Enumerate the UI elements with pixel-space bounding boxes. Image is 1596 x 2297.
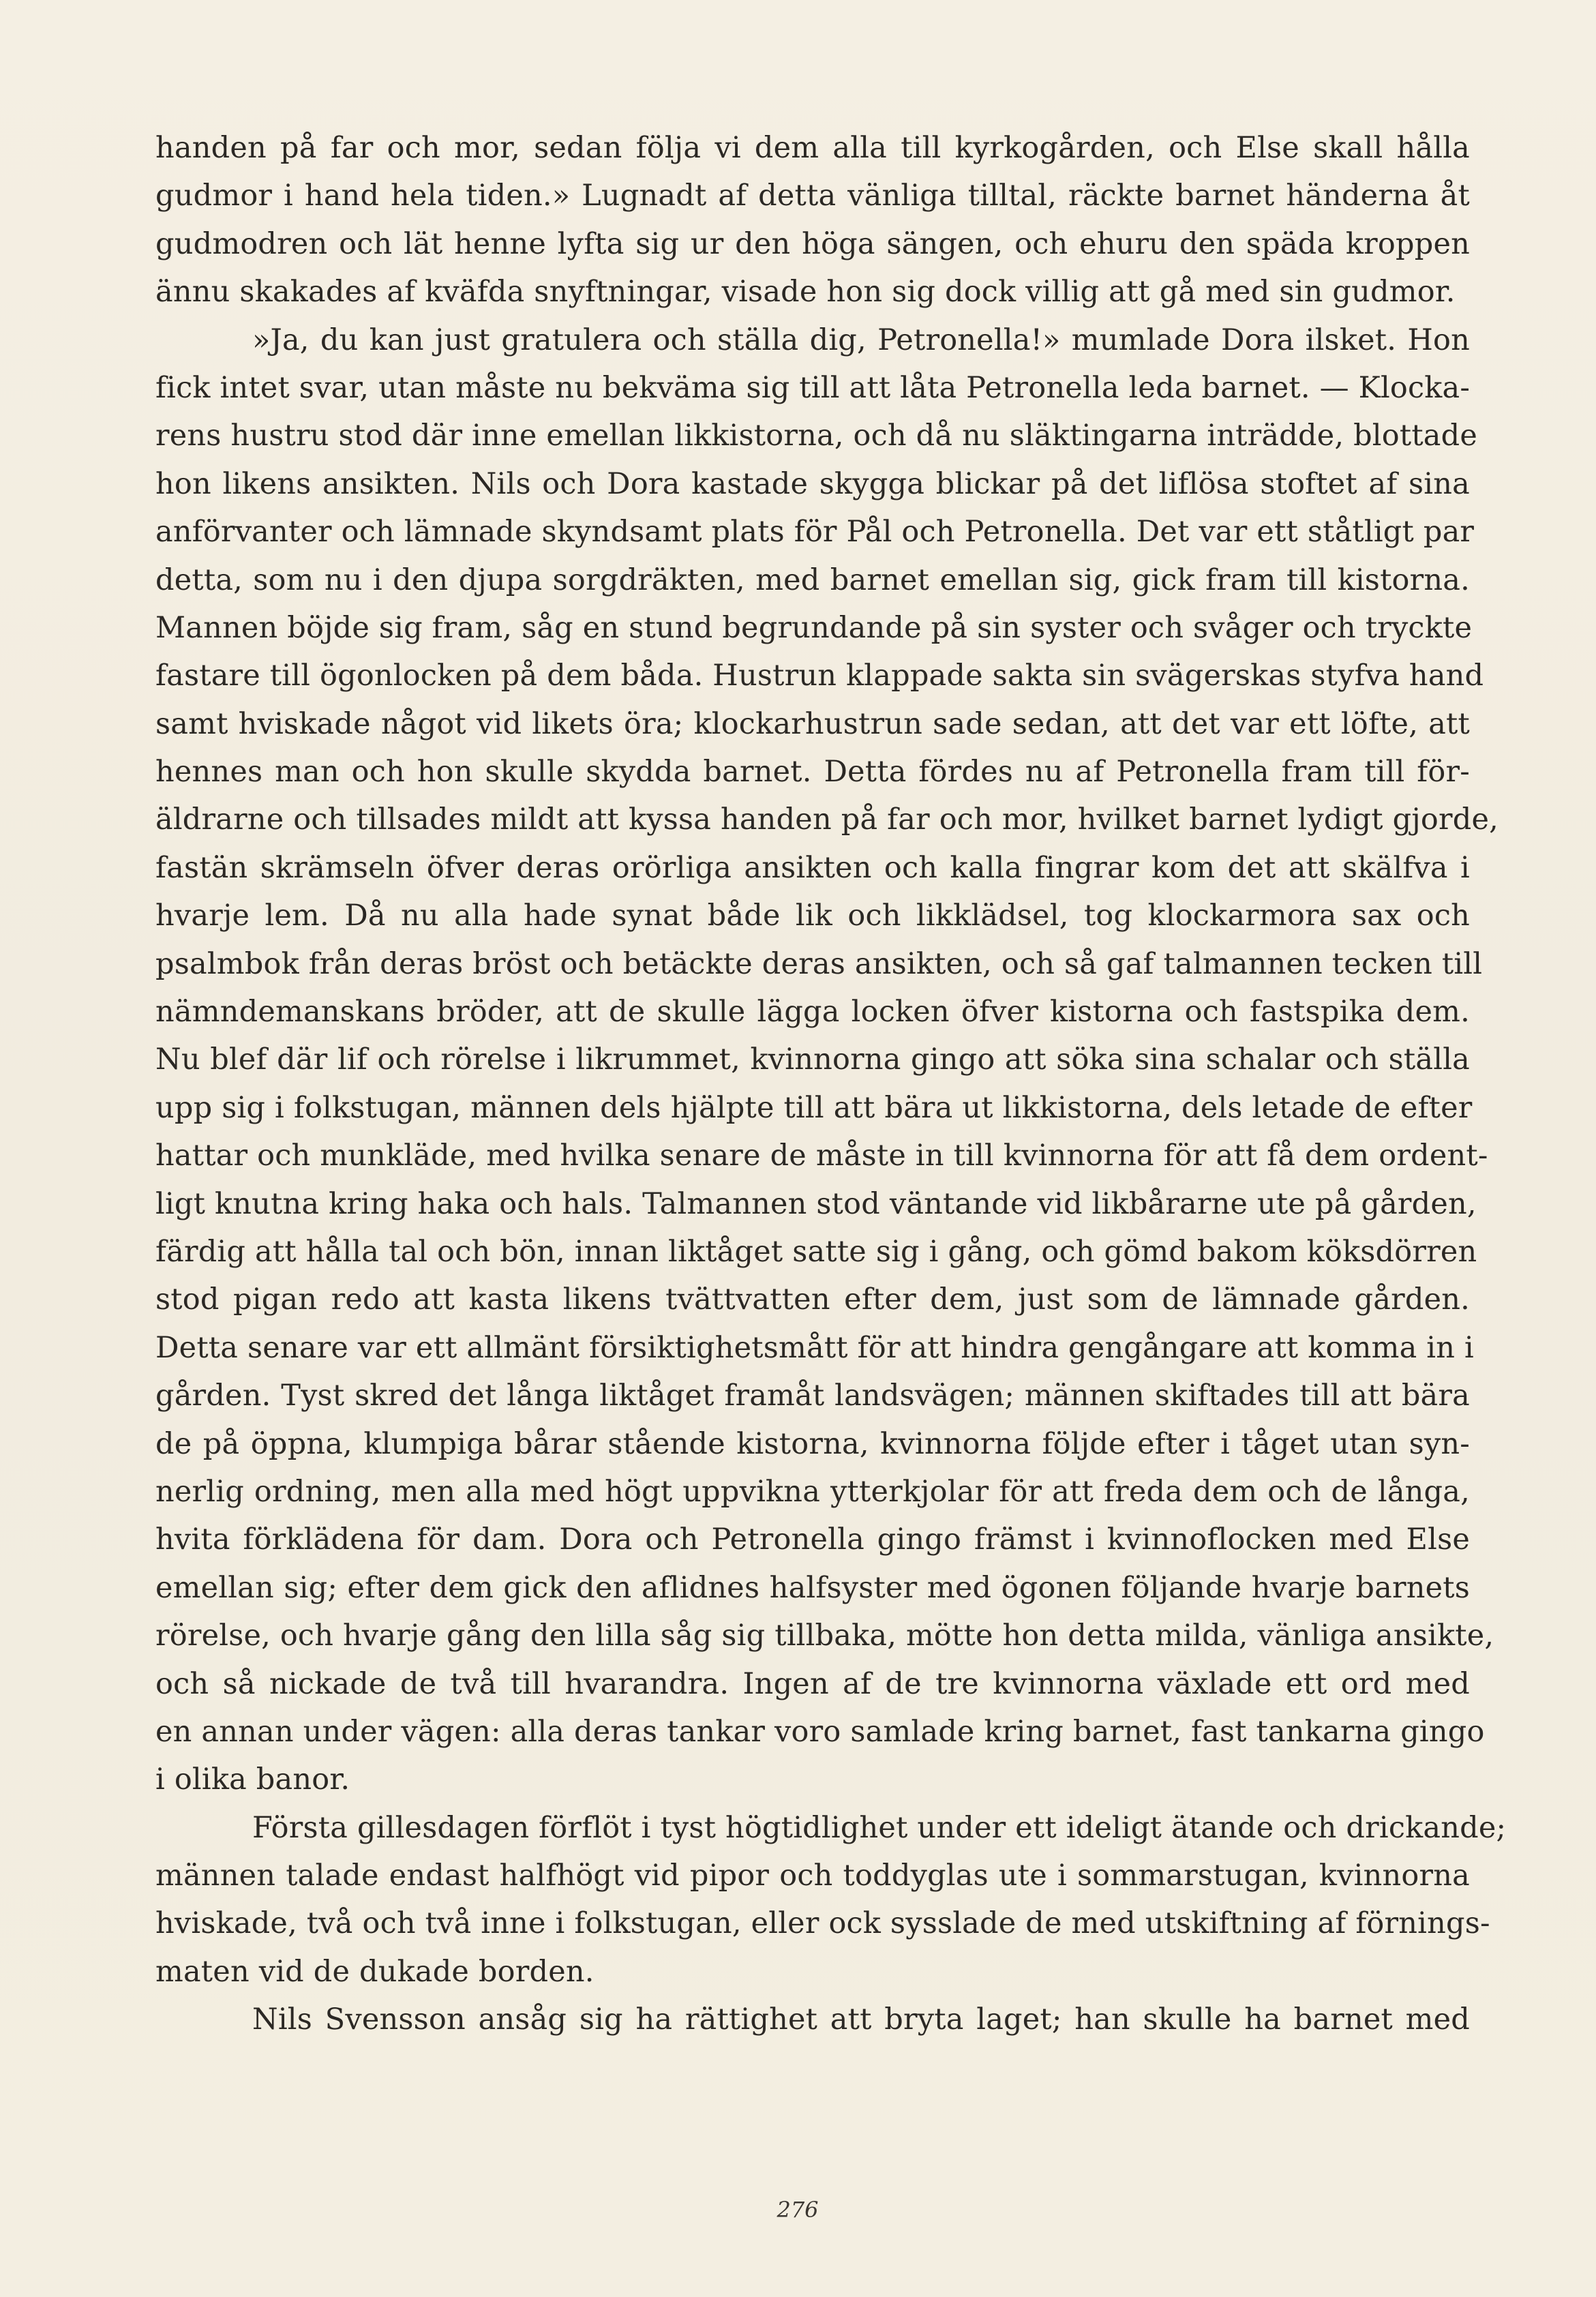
text-line: hvita förklädena för dam. Dora och Petronella gingo främst i kvinnoflocken med Else xyxy=(155,1522,1470,1557)
text-line: fastän skrämseln öfver deras orörliga ansikten och kalla fingrar kom det att skälfva i xyxy=(155,850,1470,885)
text-line: upp sig i folkstugan, männen dels hjälpte till att bära ut likkistorna, dels letade de efter xyxy=(155,1090,1473,1125)
text-line: färdig att hålla tal och bön, innan liktåget satte sig i gång, och gömd bakom köksdörren xyxy=(155,1234,1477,1269)
text-line: männen talade endast halfhögt vid pipor och toddyglas ute i sommarstugan, kvinnorna xyxy=(155,1859,1470,1893)
text-line: gården. Tyst skred det långa liktåget framåt landsvägen; männen skiftades till att bära xyxy=(155,1379,1470,1413)
text-line: handen på far och mor, sedan följa vi dem alla till kyrkogården, och Else skall hålla xyxy=(155,131,1470,165)
text-line: hon likens ansikten. Nils och Dora kastade skygga blickar på det liflösa stoftet af sina xyxy=(155,466,1470,501)
text-line: fastare till ögonlocken på dem båda. Hustrun klappade sakta sin svägerskas styfva hand xyxy=(155,659,1484,693)
text-line: de på öppna, klumpiga bårar stående kistorna, kvinnorna följde efter i tåget utan syn- xyxy=(155,1426,1470,1461)
text-line: Detta senare var ett allmänt försiktighetsmått för att hindra gengångare att komma in i xyxy=(155,1330,1474,1365)
text-line: samt hviskade något vid likets öra; klockarhustrun sade sedan, att det var ett löfte, att xyxy=(155,706,1470,741)
text-line: och så nickade de två till hvarandra. Ingen af de tre kvinnorna växlade ett ord med xyxy=(155,1666,1470,1701)
text-line: anförvanter och lämnade skyndsamt plats för Pål och Petronella. Det var ett ståtligt par xyxy=(155,515,1475,550)
text-line: nerlig ordning, men alla med högt uppvikna ytterkjolar för att freda dem och de långa, xyxy=(155,1474,1470,1509)
text-line: ännu skakades af kväfda snyftningar, visade hon sig dock villig att gå med sin gudmor. xyxy=(155,275,1456,310)
text-line: en annan under vägen: alla deras tankar voro samlade kring barnet, fast tankarna gingo xyxy=(155,1714,1485,1749)
text-line: gudmodren och lät henne lyfta sig ur den höga sängen, och ehuru den späda kroppen xyxy=(155,226,1470,261)
text-line: »Ja, du kan just gratulera och ställa dig, Petronella!» mumlade Dora ilsket. Hon xyxy=(252,322,1470,357)
text-line: maten vid de dukade borden. xyxy=(155,1954,594,1989)
text-line: rörelse, och hvarje gång den lilla såg sig tillbaka, mötte hon detta milda, vänliga ansikte, xyxy=(155,1619,1494,1653)
text-line: rens hustru stod där inne emellan likkistorna, och då nu släktingarna inträdde, blottade xyxy=(155,419,1478,453)
page-number: 276 xyxy=(777,2197,819,2223)
text-line: gudmor i hand hela tiden.» Lugnadt af detta vänliga tilltal, räckte barnet händerna åt xyxy=(155,179,1470,213)
text-line: i olika banor. xyxy=(155,1762,350,1797)
text-line: emellan sig; efter dem gick den aflidnes halfsyster med ögonen följande hvarje barnets xyxy=(155,1570,1470,1605)
text-line: hvarje lem. Då nu alla hade synat både lik och likklädsel, tog klockarmora sax och xyxy=(155,899,1470,933)
text-line: Nu blef där lif och rörelse i likrummet, kvinnorna gingo att söka sina schalar och ställa xyxy=(155,1042,1470,1077)
text-line: detta, som nu i den djupa sorgdräkten, med barnet emellan sig, gick fram till kistorna. xyxy=(155,562,1470,597)
body-text xyxy=(155,124,1507,2044)
text-line: hviskade, två och två inne i folkstugan, eller ock sysslade de med utskiftning af förnings- xyxy=(155,1906,1490,1941)
text-line: nämndemanskans bröder, att de skulle lägga locken öfver kistorna och fastspika dem. xyxy=(155,995,1470,1030)
text-line: Första gillesdagen förflöt i tyst högtidlighet under ett ideligt ätande och drickande; xyxy=(252,1810,1507,1845)
text-line: äldrarne och tillsades mildt att kyssa handen på far och mor, hvilket barnet lydigt gjorde, xyxy=(155,802,1499,837)
text-line: hattar och munkläde, med hvilka senare de måste in till kvinnorna för att få dem ordent- xyxy=(155,1139,1488,1173)
text-line: psalmbok från deras bröst och betäckte deras ansikten, och så gaf talmannen tecken till xyxy=(155,946,1483,981)
text-line: Nils Svensson ansåg sig ha rättighet att bryta laget; han skulle ha barnet med xyxy=(252,2002,1470,2037)
text-line: hennes man och hon skulle skydda barnet. Detta fördes nu af Petronella fram till för- xyxy=(155,755,1470,790)
text-line: stod pigan redo att kasta likens tvättvatten efter dem, just som de lämnade gården. xyxy=(155,1282,1470,1317)
text-line: ligt knutna kring haka och hals. Talmannen stod väntande vid likbårarne ute på gården, xyxy=(155,1186,1477,1221)
text-line: Mannen böjde sig fram, såg en stund begrundande på sin syster och svåger och tryckte xyxy=(155,610,1473,645)
text-line: fick intet svar, utan måste nu bekväma sig till att låta Petronella leda barnet. — Klocka- xyxy=(155,370,1471,405)
